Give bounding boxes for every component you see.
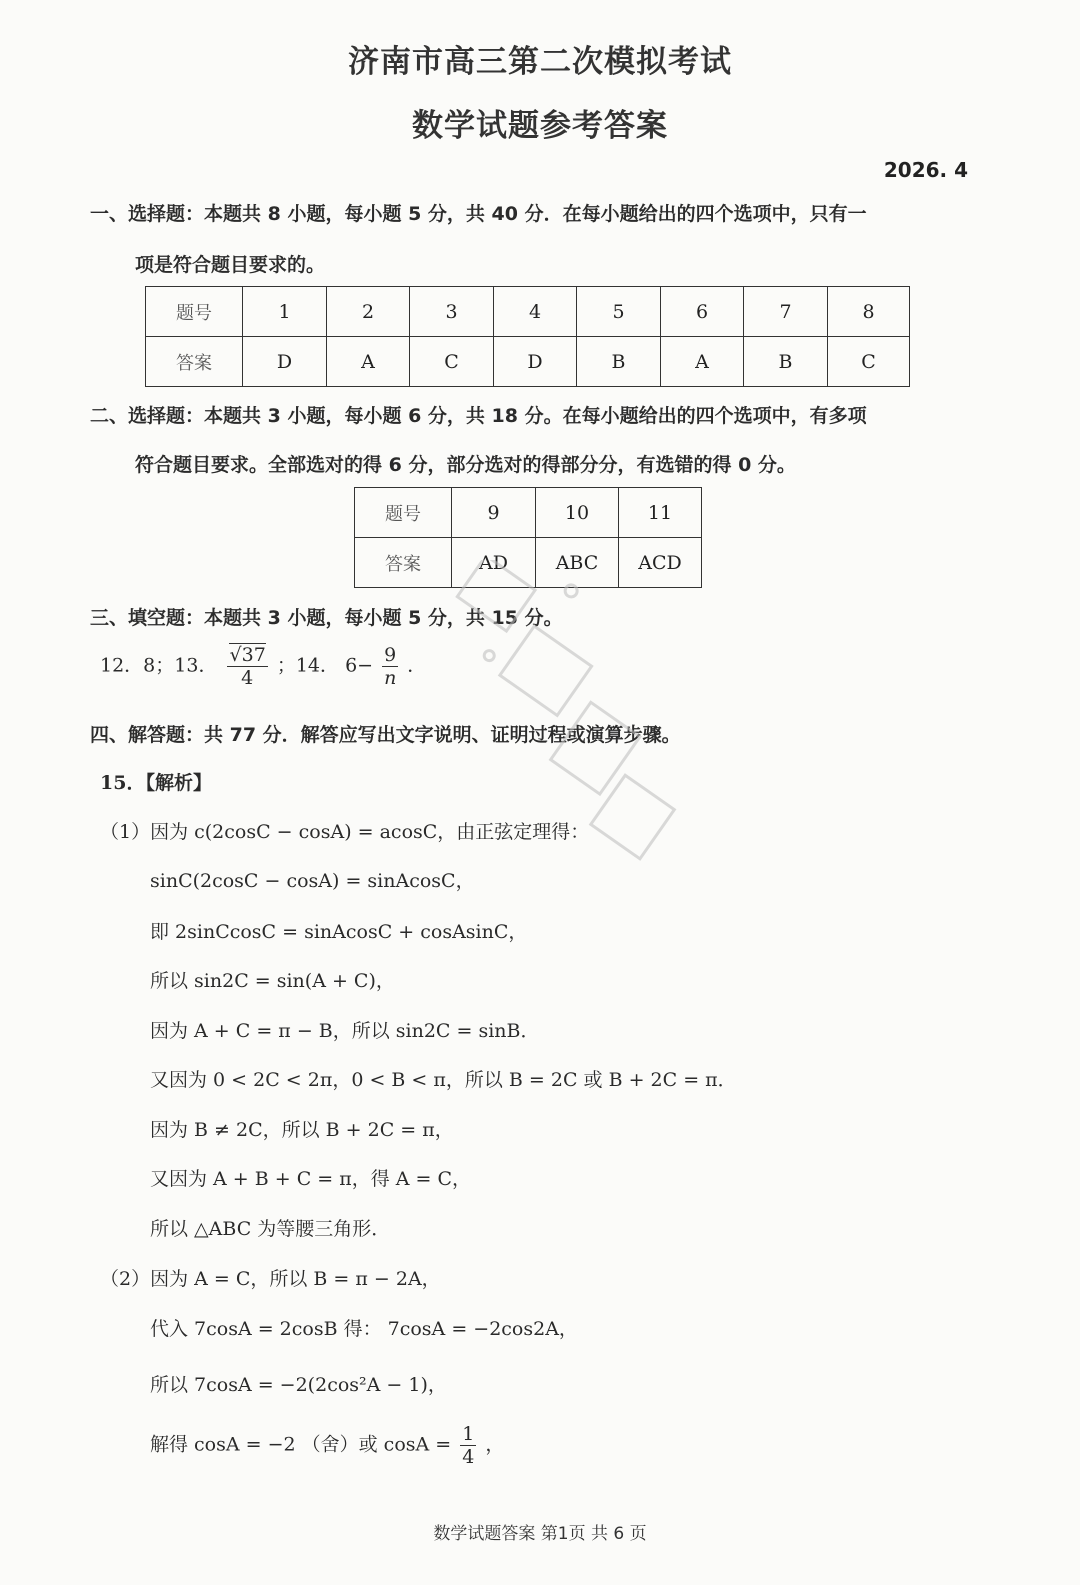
cos-a-fraction xyxy=(460,1423,476,1468)
answer-14-denominator: n xyxy=(384,667,397,689)
row-header-answer: 答案 xyxy=(146,337,243,387)
solution-final-text: 解得 cosA = −2 （舍）或 cosA = xyxy=(150,1433,452,1456)
solution-step: 所以 sin2C = sin(A + C)， xyxy=(150,970,395,992)
solution-step: （2）因为 A = C，所以 B = π − 2A， xyxy=(100,1268,441,1290)
section2-heading-cont: 符合题目要求。全部选对的得 6 分，部分选对的得部分分，有选错的得 0 分。 xyxy=(135,454,796,476)
section1-heading-cont: 项是符合题目要求的。 xyxy=(135,254,326,276)
answer-cell: AD xyxy=(452,538,536,588)
answer-cell: D xyxy=(243,337,327,387)
answer-cell: ACD xyxy=(619,538,702,588)
q15-heading: 15．【解析】 xyxy=(100,772,212,794)
answer-separator: ；14． xyxy=(276,654,340,677)
table-row-questions xyxy=(146,287,910,337)
section3-heading: 三、填空题：本题共 3 小题，每小题 5 分，共 15 分。 xyxy=(90,607,563,629)
question-cell: 4 xyxy=(494,287,577,337)
answer-end: ． xyxy=(407,654,427,677)
answer-cell: B xyxy=(577,337,661,387)
solution-final-step xyxy=(150,1423,504,1468)
question-cell: 1 xyxy=(243,287,327,337)
row-header-question: 题号 xyxy=(146,287,243,337)
answer-13-fraction xyxy=(227,644,268,689)
answer-cell: D xyxy=(494,337,577,387)
question-cell: 8 xyxy=(828,287,910,337)
table-row-answers xyxy=(355,538,702,588)
answer-14-fraction xyxy=(382,644,398,689)
page-footer: 数学试题答案 第1页 共 6 页 xyxy=(433,1524,647,1544)
cos-a-denominator: 4 xyxy=(462,1446,475,1468)
page-subtitle: 数学试题参考答案 xyxy=(412,108,668,144)
solution-step: 因为 A + C = π − B，所以 sin2C = sinB． xyxy=(150,1020,540,1042)
answer-13-numerator: √37 xyxy=(229,644,266,666)
answer-13-denominator: 4 xyxy=(241,667,254,689)
solution-step: 因为 B ≠ 2C，所以 B + 2C = π， xyxy=(150,1119,454,1141)
question-cell: 10 xyxy=(536,488,619,538)
solution-step: （1）因为 c(2cosC − cosA) = acosC，由正弦定理得： xyxy=(100,821,590,843)
date: 2026. 4 xyxy=(883,158,968,182)
solution-step: 又因为 0 < 2C < 2π，0 < B < π，所以 B = 2C 或 B + 2C = π． xyxy=(150,1069,737,1091)
question-cell: 3 xyxy=(410,287,494,337)
answer-cell: B xyxy=(744,337,828,387)
answer-14-prefix: 6− xyxy=(345,654,374,677)
row-header-answer: 答案 xyxy=(355,538,452,588)
section1-heading: 一、选择题：本题共 8 小题，每小题 5 分，共 40 分．在每小题给出的四个选项中，只有一 xyxy=(90,203,867,225)
section2-heading: 二、选择题：本题共 3 小题，每小题 6 分，共 18 分。在每小题给出的四个选项中，有多项 xyxy=(90,405,867,427)
page-title: 济南市高三第二次模拟考试 xyxy=(348,44,732,80)
solution-step: 又因为 A + B + C = π，得 A = C， xyxy=(150,1168,472,1190)
answer-cell: A xyxy=(661,337,744,387)
section4-heading: 四、解答题：共 77 分．解答应写出文字说明、证明过程或演算步骤。 xyxy=(90,724,681,746)
question-cell: 7 xyxy=(744,287,828,337)
question-cell: 11 xyxy=(619,488,702,538)
answer-table-2 xyxy=(354,487,702,588)
row-header-question: 题号 xyxy=(355,488,452,538)
question-cell: 9 xyxy=(452,488,536,538)
question-cell: 2 xyxy=(327,287,410,337)
question-cell: 6 xyxy=(661,287,744,337)
solution-step: 所以 7cosA = −2(2cos²A − 1)， xyxy=(150,1374,447,1396)
answer-14-numerator: 9 xyxy=(384,644,397,666)
solution-final-end: ， xyxy=(485,1433,505,1456)
cos-a-numerator: 1 xyxy=(462,1423,475,1445)
table-row-questions xyxy=(355,488,702,538)
answer-cell: C xyxy=(410,337,494,387)
answer-cell: C xyxy=(828,337,910,387)
question-cell: 5 xyxy=(577,287,661,337)
solution-step: sinC(2cosC − cosA) = sinAcosC， xyxy=(150,870,475,892)
answer-table-1 xyxy=(145,286,910,387)
table-row-answers xyxy=(146,337,910,387)
answer-12: 12．8；13． xyxy=(100,654,218,677)
solution-step: 所以 △ABC 为等腰三角形． xyxy=(150,1218,391,1240)
solution-step: 代入 7cosA = 2cosB 得： 7cosA = −2cos2A， xyxy=(150,1318,578,1340)
solution-step: 即 2sinCcosC = sinAcosC + cosAsinC， xyxy=(150,921,528,943)
fill-in-answers xyxy=(100,644,426,689)
answer-cell: A xyxy=(327,337,410,387)
answer-cell: ABC xyxy=(536,538,619,588)
